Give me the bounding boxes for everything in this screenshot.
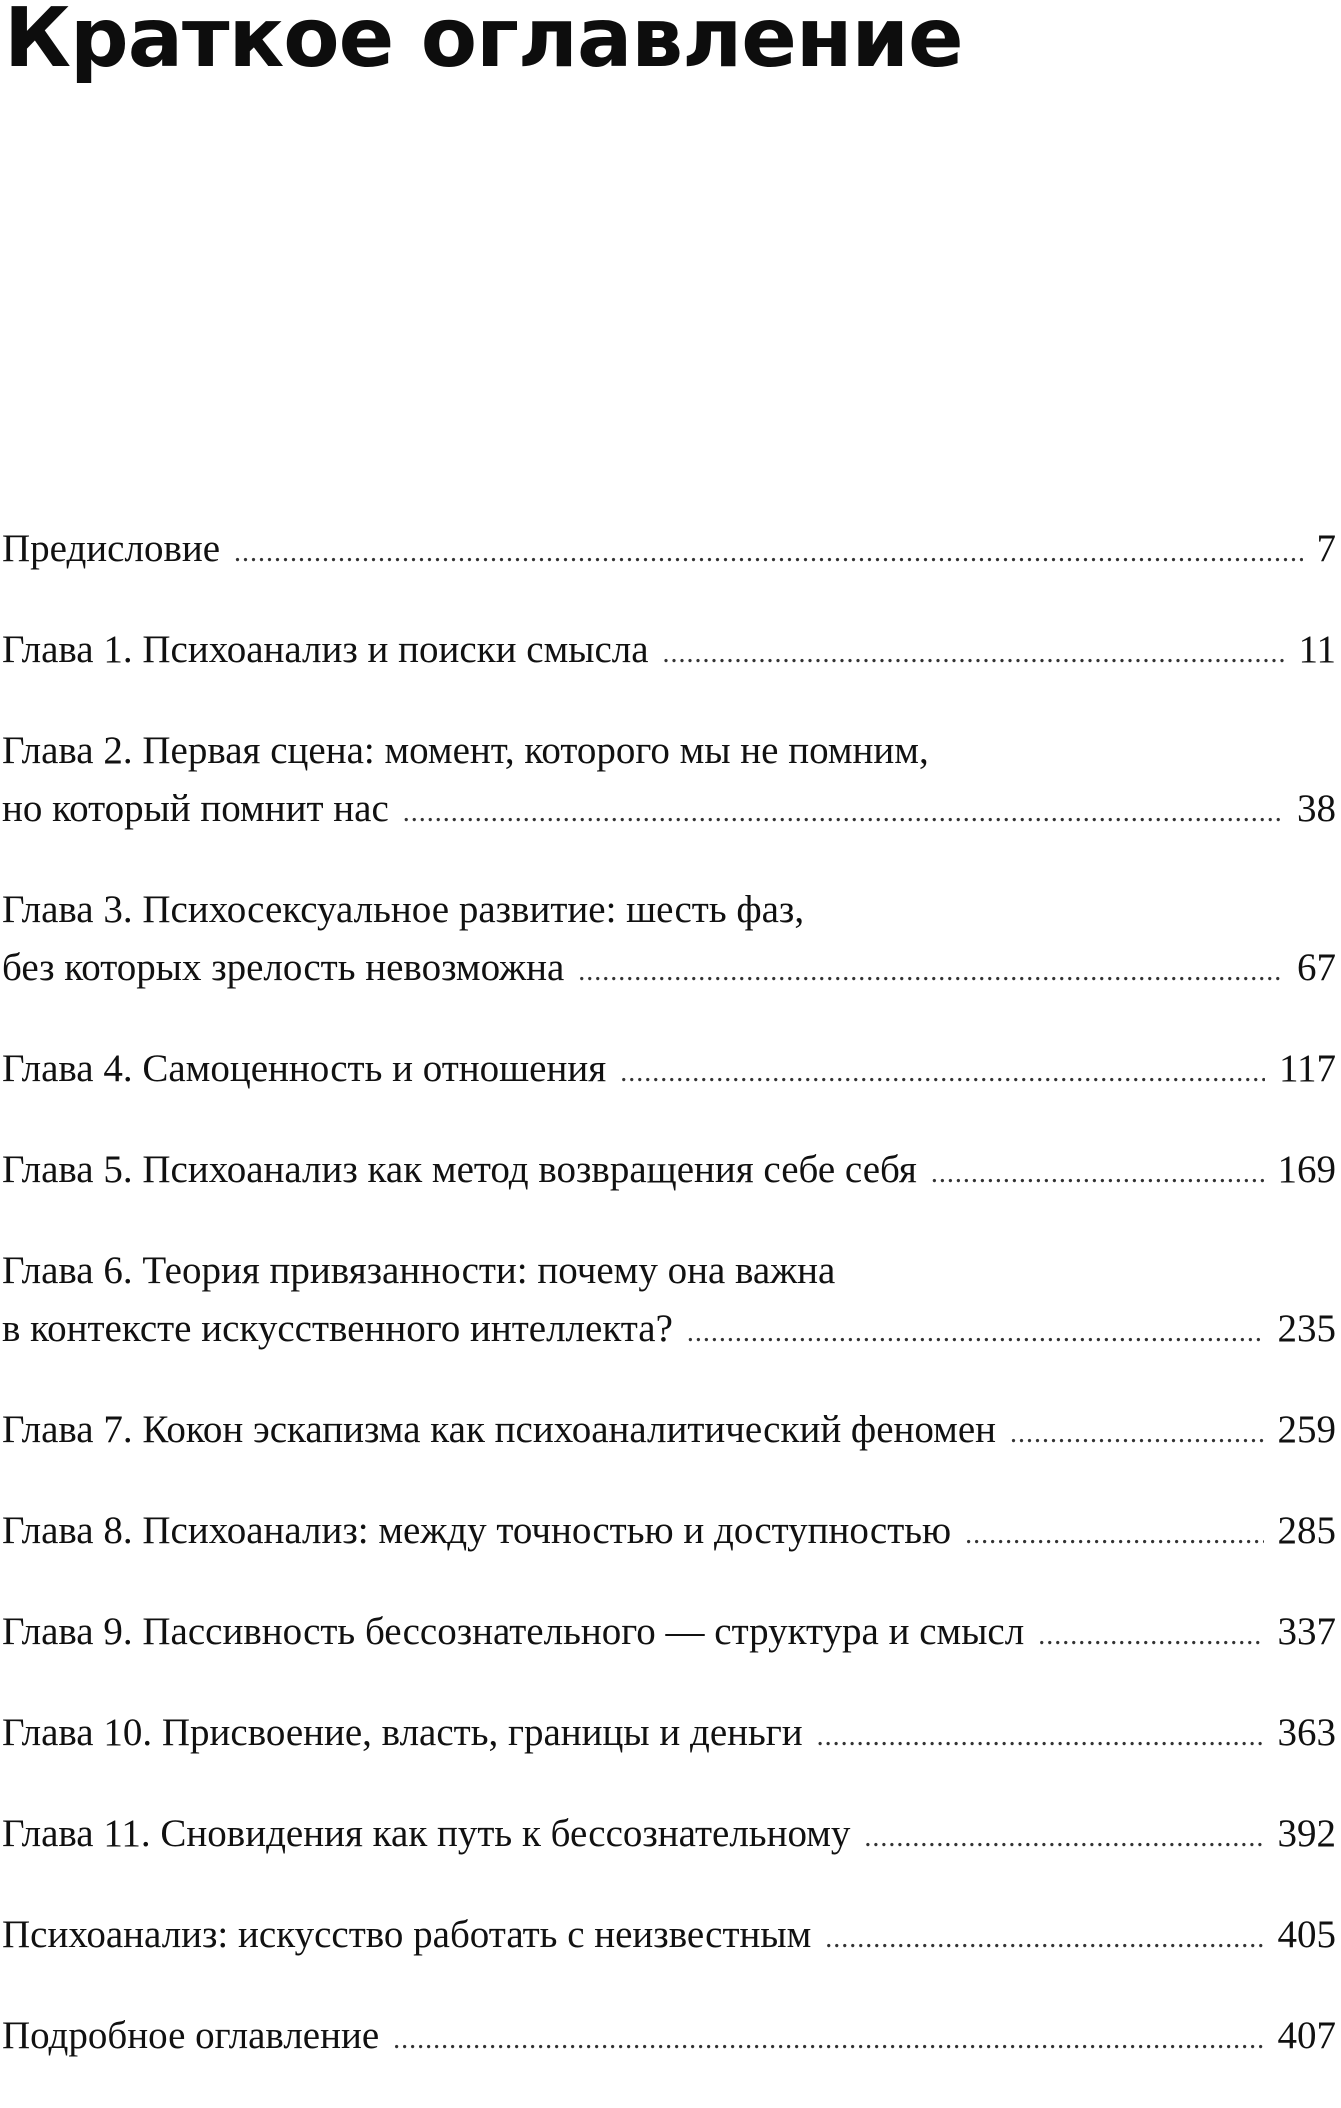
toc-entry-row [2,1502,1336,1564]
dot-leader [817,1708,1264,1766]
toc-entry-chapter-7[interactable] [2,1401,1336,1463]
toc-entry-title-line-2: без которых зрелость невозможна [2,946,565,989]
toc-entry-title: Глава 11. Сновидения как путь к бессознательному [2,1812,851,1855]
toc-entry-title-line-1: Глава 3. Психосексуальное развитие: шесть фаз, [2,888,805,931]
dot-leader [578,943,1283,1001]
toc-entry-chapter-4[interactable] [2,1040,1336,1102]
toc-page-number: 7 [1316,527,1336,570]
toc-entry-chapter-8[interactable] [2,1502,1336,1564]
toc-entry-title-line-1: Глава 6. Теория привязанности: почему она важна [2,1249,836,1292]
toc-page-number: 259 [1277,1408,1336,1451]
dot-leader [1010,1405,1263,1463]
toc-entry-title: Глава 4. Самоценность и отношения [2,1047,607,1090]
toc-entry-title: Глава 10. Присвоение, власть, границы и деньги [2,1711,803,1754]
toc-entry-title: Глава 7. Кокон эскапизма как психоаналитический феномен [2,1408,997,1451]
toc-entry-title: Глава 9. Пассивность бессознательного — структура и смысл [2,1610,1025,1653]
toc-entry-row [2,621,1336,683]
toc-entry-row [2,939,1336,1001]
toc-page-number: 405 [1277,1913,1336,1956]
table-of-contents [2,520,1336,2108]
dot-leader [403,784,1283,842]
toc-entry-title: Предисловие [2,527,221,570]
toc-page-number: 407 [1277,2014,1336,2057]
dot-leader [393,2011,1263,2069]
toc-entry-row [2,2007,1336,2069]
toc-entry-chapter-9[interactable] [2,1603,1336,1665]
toc-page-number: 285 [1277,1509,1336,1552]
toc-entry-title: Глава 8. Психоанализ: между точностью и доступностью [2,1509,952,1552]
dot-leader [687,1304,1264,1362]
toc-page-number: 117 [1278,1047,1336,1090]
dot-leader [825,1910,1263,1968]
page-title: Краткое оглавление [4,0,963,86]
toc-entry-chapter-1[interactable] [2,621,1336,683]
toc-entry-row [2,520,1336,582]
dot-leader [931,1145,1264,1203]
toc-entry-chapter-3[interactable] [2,881,1336,1001]
toc-page-number: 235 [1277,1307,1336,1350]
toc-page-number: 337 [1277,1610,1336,1653]
dot-leader [1038,1607,1263,1665]
toc-entry-chapter-10[interactable] [2,1704,1336,1766]
toc-entry-row [2,1300,1336,1362]
toc-entry-chapter-6[interactable] [2,1242,1336,1362]
toc-page-number: 363 [1277,1711,1336,1754]
dot-leader [965,1506,1263,1564]
toc-page-number: 11 [1298,628,1336,671]
toc-page-number: 38 [1297,787,1336,830]
toc-entry-title: Глава 1. Психоанализ и поиски смысла [2,628,649,671]
toc-entry-row [2,1805,1336,1867]
toc-entry-preface[interactable] [2,520,1336,582]
toc-entry-title: Подробное оглавление [2,2014,380,2057]
dot-leader [620,1044,1265,1102]
toc-page-number: 169 [1277,1148,1336,1191]
dot-leader [663,625,1285,683]
toc-entry-chapter-5[interactable] [2,1141,1336,1203]
toc-entry-row [2,1704,1336,1766]
toc-entry-title-line-2: но который помнит нас [2,787,389,830]
toc-entry-row [2,1603,1336,1665]
toc-entry-title: Психоанализ: искусство работать с неизвестным [2,1913,812,1956]
toc-entry-conclusion[interactable] [2,1906,1336,1968]
toc-entry-row [2,780,1336,842]
toc-page-number: 67 [1297,946,1336,989]
toc-entry-title-line-1: Глава 2. Первая сцена: момент, которого мы не помним, [2,729,929,772]
toc-entry-row [2,1040,1336,1102]
toc-entry-chapter-11[interactable] [2,1805,1336,1867]
toc-entry-row [2,1906,1336,1968]
toc-entry-row [2,1141,1336,1203]
toc-entry-chapter-2[interactable] [2,722,1336,842]
toc-entry-title: Глава 5. Психоанализ как метод возвращения себе себя [2,1148,917,1191]
dot-leader [234,524,1302,582]
toc-entry-row [2,1401,1336,1463]
toc-page-number: 392 [1277,1812,1336,1855]
toc-entry-title-line-2: в контексте искусственного интеллекта? [2,1307,673,1350]
dot-leader [864,1809,1263,1867]
toc-entry-detailed-contents[interactable] [2,2007,1336,2069]
